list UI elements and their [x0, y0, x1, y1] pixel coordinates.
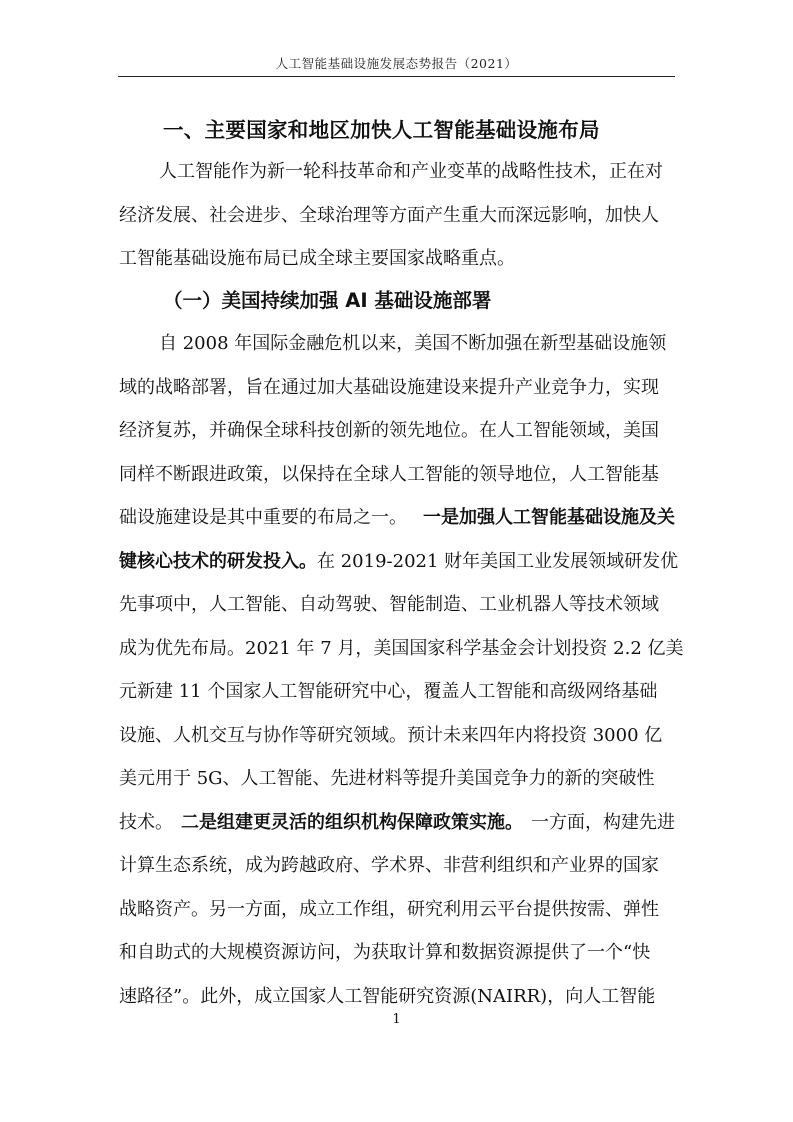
header-rule	[118, 76, 675, 77]
paragraph-line: 成为优先布局。2021 年 7 月，美国国家科学基金会计划投资 2.2 亿美	[119, 637, 684, 659]
paragraph-line: 元新建 11 个国家人工智能研究中心，覆盖人工智能和高级网络基础	[119, 681, 658, 702]
paragraph-line: 设施、人机交互与协作等研究领域。预计未来四年内将投资 3000 亿	[119, 724, 663, 746]
text-run: 技术。	[119, 811, 173, 833]
paragraph-line: 经济复苏，并确保全球科技创新的领先地位。在人工智能领域，美国	[119, 420, 659, 441]
subsection-heading: （一）美国持续加强 AI 基础设施部署	[163, 289, 492, 312]
paragraph-line: 工智能基础设施布局已成全球主要国家战略重点。	[119, 248, 515, 269]
paragraph-line: 速路径”。此外，成立国家人工智能研究资源(NAIRR)，向人工智能	[119, 985, 656, 1007]
paragraph-line	[119, 801, 675, 845]
paragraph-line: 战略资产。另一方面，成立工作组，研究利用云平台提供按需、弹性	[119, 898, 659, 920]
paragraph-line	[119, 540, 679, 584]
text-run: 础设施建设是其中重要的布局之一。	[119, 507, 407, 528]
bold-text-run: 键核心技术的研发投入。	[119, 550, 317, 572]
paragraph-line: 人工智能作为新一轮科技革命和产业变革的战略性技术，正在对	[159, 161, 663, 182]
paragraph-line: 美元用于 5G、人工智能、先进材料等提升美国竞争力的新的突破性	[119, 768, 655, 789]
paragraph-line: 经济发展、社会进步、全球治理等方面产生重大而深远影响，加快人	[119, 204, 659, 226]
paragraph-line: 计算生态系统，成为跨越政府、学术界、非营利组织和产业界的国家	[119, 855, 659, 876]
text-run: 一方面，构建先进	[531, 811, 675, 833]
paragraph-line: 和自助式的大规模资源访问，为获取计算和数据资源提供了一个“快	[119, 942, 651, 963]
bold-text-run: 二是组建更灵活的组织机构保障政策实施。	[181, 811, 523, 833]
text-run: 在 2019-2021 财年美国工业发展领域研发优	[317, 550, 679, 572]
page-number: 1	[392, 1012, 401, 1027]
paragraph-line: 同样不断跟进政策，以保持在全球人工智能的领导地位，人工智能基	[119, 463, 659, 485]
paragraph-line	[119, 496, 675, 540]
section-heading: 一、主要国家和地区加快人工智能基础设施布局	[163, 118, 600, 142]
paragraph-line: 自 2008 年国际金融危机以来，美国不断加强在新型基础设施领	[159, 333, 667, 354]
paragraph-2	[119, 322, 684, 1018]
running-header: 人工智能基础设施发展态势报告（2021）	[275, 56, 518, 71]
paragraph-1	[119, 150, 675, 281]
paragraph-line: 先事项中，人工智能、自动驾驶、智能制造、工业机器人等技术领域	[119, 594, 659, 615]
bold-text-run: 一是加强人工智能基础设施及关	[423, 507, 675, 528]
paragraph-line: 域的战略部署，旨在通过加大基础设施建设来提升产业竞争力，实现	[119, 376, 659, 398]
